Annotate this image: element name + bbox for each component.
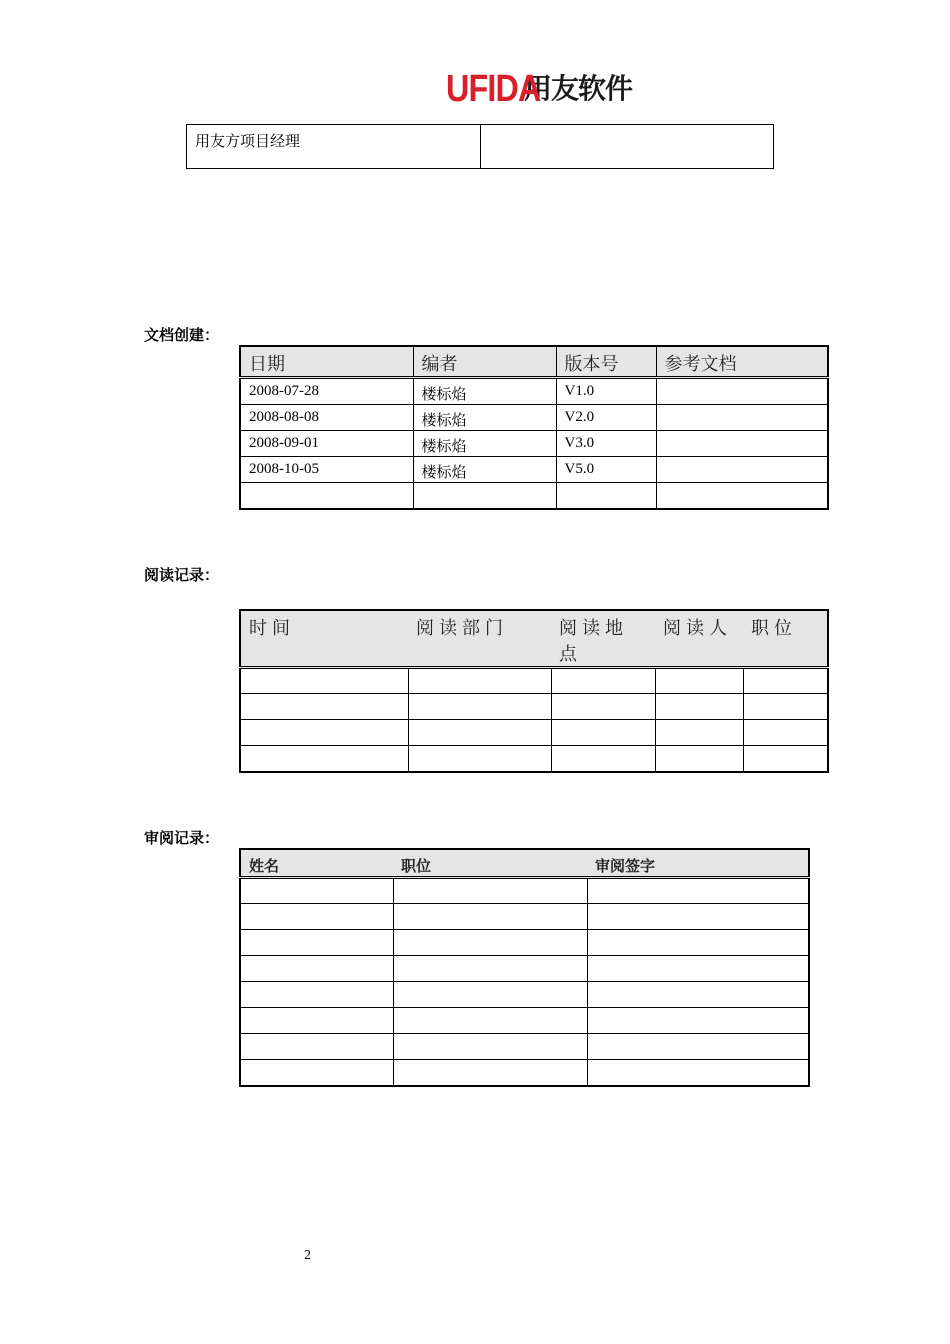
table-row [240, 668, 828, 694]
header-position: 职位 [393, 849, 587, 878]
header-editor: 编者 [413, 346, 556, 378]
cell-date: 2008-08-08 [240, 405, 413, 431]
cell-reference-doc [656, 483, 828, 509]
cell-version [556, 483, 656, 509]
cell-version: V1.0 [556, 378, 656, 405]
cell-reference-doc [656, 378, 828, 405]
review-log-table [239, 848, 810, 1087]
header-read-department: 阅读部门 [408, 610, 551, 668]
cell-editor [413, 483, 556, 509]
table-row [240, 378, 828, 405]
doc-creation-header-row [240, 346, 828, 378]
table-row [240, 720, 828, 746]
table-row [240, 431, 828, 457]
cell-date: 2008-10-05 [240, 457, 413, 483]
review-log-label: 审阅记录： [144, 829, 220, 847]
table-row [240, 405, 828, 431]
cell-reference-doc [656, 405, 828, 431]
ufida-logo [446, 64, 632, 110]
header-version: 版本号 [556, 346, 656, 378]
header-reader: 阅读人 [655, 610, 743, 668]
table-row [240, 746, 828, 772]
header-review-signature: 审阅签字 [587, 849, 809, 878]
header-position: 职位 [743, 610, 828, 668]
cell-date [240, 483, 413, 509]
cell-editor: 楼标焰 [413, 431, 556, 457]
table-row [240, 904, 809, 930]
cell-version: V2.0 [556, 405, 656, 431]
read-log-header-row [240, 610, 828, 668]
table-row [240, 1060, 809, 1086]
header-reference-doc: 参考文档 [656, 346, 828, 378]
cell-date: 2008-07-28 [240, 378, 413, 405]
cell-editor: 楼标焰 [413, 405, 556, 431]
cell-editor: 楼标焰 [413, 378, 556, 405]
read-log-table [239, 609, 829, 773]
table-row [240, 694, 828, 720]
cell-version: V5.0 [556, 457, 656, 483]
table-row [240, 483, 828, 509]
logo-cjk-text: 用友软件 [524, 72, 633, 105]
table-row [240, 930, 809, 956]
table-row [240, 1008, 809, 1034]
table-row [240, 1034, 809, 1060]
table-row [240, 956, 809, 982]
cell-version: V3.0 [556, 431, 656, 457]
table-row [240, 982, 809, 1008]
header-name: 姓名 [240, 849, 393, 878]
logo-latin-text: UFIDA [446, 68, 541, 110]
review-log-header-row [240, 849, 809, 878]
table-row [240, 457, 828, 483]
table-row [240, 878, 809, 904]
cell-editor: 楼标焰 [413, 457, 556, 483]
header-read-location: 阅读地点 [551, 610, 655, 668]
signature-value-cell [481, 125, 774, 169]
page-number: 2 [304, 1248, 311, 1263]
signature-table [186, 124, 774, 169]
header-date: 日期 [240, 346, 413, 378]
header-time: 时间 [240, 610, 408, 668]
signature-label: 用友方项目经理 [187, 125, 481, 169]
read-log-label: 阅读记录： [144, 566, 220, 584]
cell-date: 2008-09-01 [240, 431, 413, 457]
cell-reference-doc [656, 457, 828, 483]
cell-reference-doc [656, 431, 828, 457]
doc-creation-table [239, 345, 829, 510]
doc-creation-label: 文档创建： [144, 326, 220, 344]
